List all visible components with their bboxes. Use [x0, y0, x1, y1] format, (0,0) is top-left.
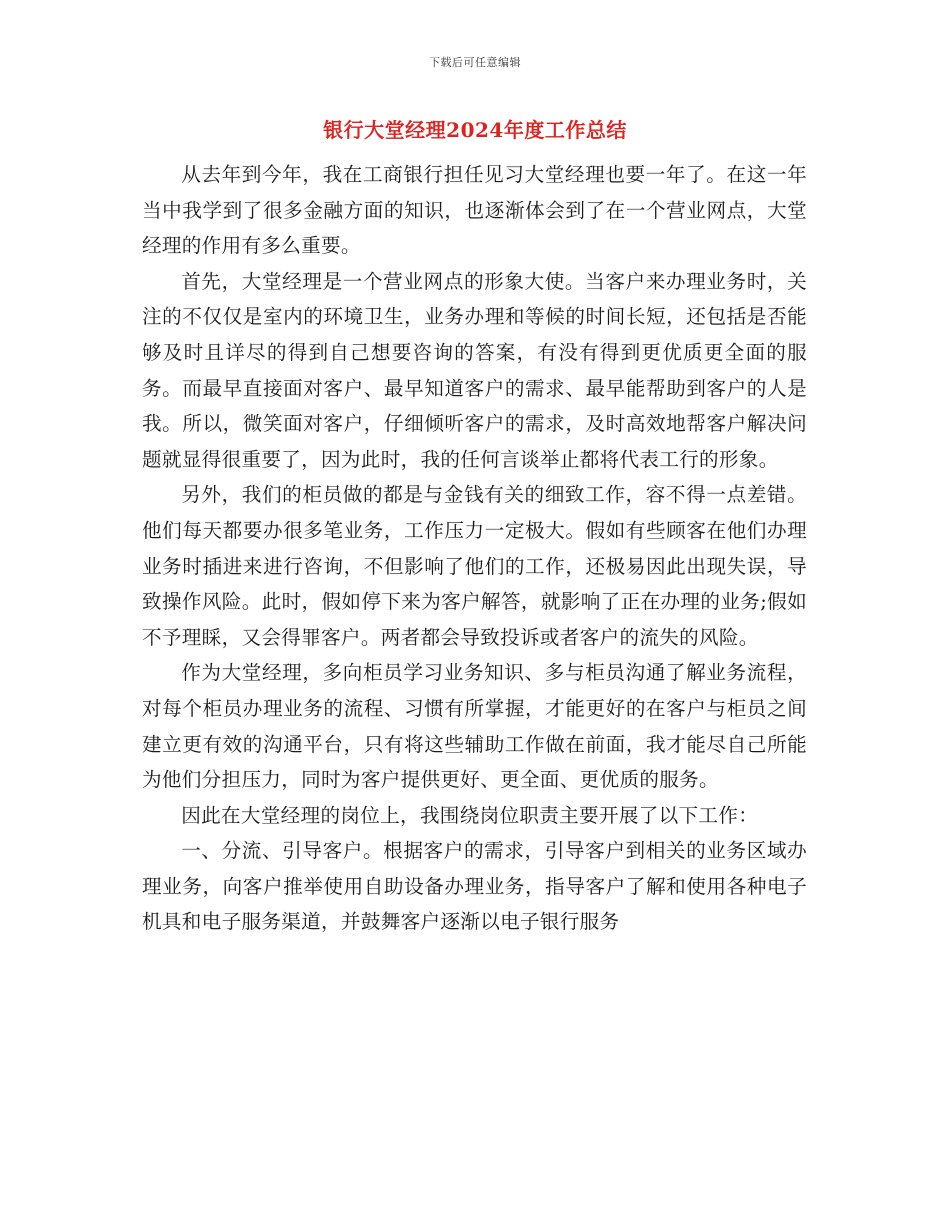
paragraph-teller-pressure: 另外，我们的柜员做的都是与金钱有关的细致工作，容不得一点差错。他们每天都要办很多笔业务，工作压力一定极大。假如有些顾客在他们办理业务时插进来进行咨询，不但影响了他们的工作，还极易因此出现失误，导致操作风险。此时，假如停下来为客户解答，就影响了正在办理的业务;假如不予理睬，又会得罪客户。两者都会导致投诉或者客户的流失的风险。	[142, 483, 807, 649]
paragraph-communication: 作为大堂经理，多向柜员学习业务知识、多与柜员沟通了解业务流程，对每个柜员办理业务的流程、习惯有所掌握，才能更好的在客户与柜员之间建立更有效的沟通平台，只有将这些辅助工作做在前面，我才能尽自己所能为他们分担压力，同时为客户提供更好、更全面、更优质的服务。	[142, 661, 807, 792]
paragraph-item-one: 一、分流、引导客户。根据客户的需求，引导客户到相关的业务区域办理业务，向客户推举使用自助设备办理业务，指导客户了解和使用各种电子机具和电子服务渠道，并鼓舞客户逐渐以电子银行服务	[142, 839, 807, 934]
paragraph-intro: 从去年到今年，我在工商银行担任见习大堂经理也要一年了。在这一年当中我学到了很多金融方面的知识，也逐渐体会到了在一个营业网点，大堂经理的作用有多么重要。	[142, 163, 807, 258]
document-title: 银行大堂经理2024年度工作总结	[323, 118, 627, 142]
paragraph-work-overview: 因此在大堂经理的岗位上，我围绕岗位职责主要开展了以下工作：	[181, 803, 759, 827]
document-body	[142, 157, 807, 940]
paragraph-image-ambassador: 首先，大堂经理是一个营业网点的形象大使。当客户来办理业务时，关注的不仅仅是室内的环境卫生，业务办理和等候的时间长短，还包括是否能够及时且详尽的得到自己想要咨询的答案，有没有得到更优质更全面的服务。而最早直接面对客户、最早知道客户的需求、最早能帮助到客户的人是我。所以，微笑面对客户，仔细倾听客户的需求，及时高效地帮客户解决问题就显得很重要了，因为此时，我的任何言谈举止都将代表工行的形象。	[142, 269, 807, 471]
header-note: 下载后可任意编辑	[429, 56, 521, 69]
